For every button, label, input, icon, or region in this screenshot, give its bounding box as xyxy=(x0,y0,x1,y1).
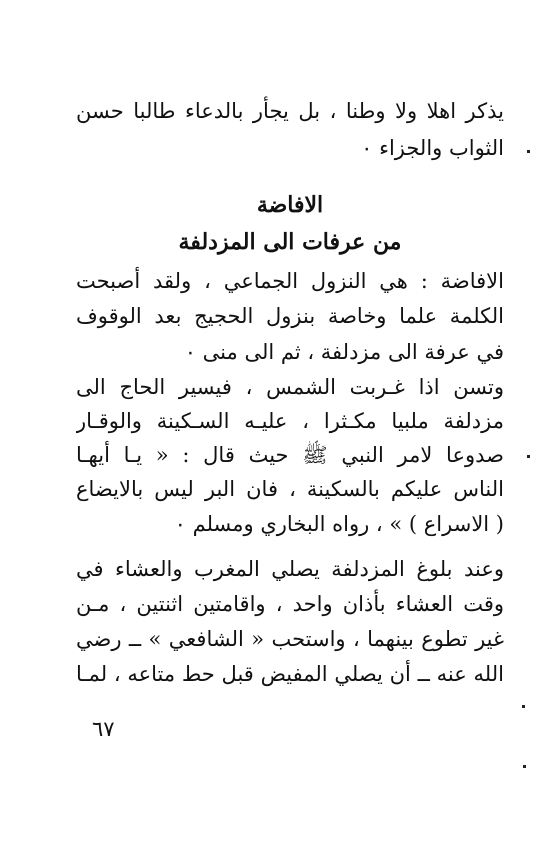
paragraph3-line-1: وعند بلوغ المزدلفة يصلي المغرب والعشاء في xyxy=(76,557,504,581)
paragraph1-line-3: في عرفة الى مزدلفة ، ثم الى منى ٠ xyxy=(184,340,504,364)
section-subtitle: من عرفات الى المزدلفة xyxy=(178,229,402,255)
paragraph1-line-2: الكلمة علما وخاصة بنزول الحجيج بعد الوقوف xyxy=(76,304,504,328)
paragraph2-line-5: ( الاسراع ) » ، رواه البخاري ومسلم ٠ xyxy=(174,512,504,536)
paragraph3-line-2: وقت العشاء بأذان واحد ، واقامتين اثنتين ، مـن xyxy=(76,592,504,616)
margin-mark xyxy=(527,455,530,458)
paragraph3-line-4: الله عنه ــ أن يصلي المفيض قبل حط متاعه ، لمـا xyxy=(76,662,504,686)
margin-mark xyxy=(523,765,526,768)
paragraph2-line-2: مزدلفة ملبيا مكـثرا ، عليـه السـكينة والوقـار xyxy=(76,409,504,433)
margin-mark xyxy=(527,150,530,153)
paragraph2-line-3: صدوعا لامر النبي ﷺ حيث قال : « يـا أيهـا xyxy=(76,443,504,467)
paragraph2-line-4: الناس عليكم بالسكينة ، فان البر ليس بالايضاع xyxy=(76,477,504,501)
paragraph2-line-1: وتسن اذا غـربت الشمس ، فيسير الحاج الى xyxy=(76,375,504,399)
paragraph1-line-1: الافاضة : هي النزول الجماعي ، ولقد أصبحت xyxy=(76,269,504,293)
intro-line-1: يذكر اهلا ولا وطنا ، بل يجأر بالدعاء طالبا حسن xyxy=(76,99,504,123)
margin-mark xyxy=(522,705,525,708)
intro-line-2: الثواب والجزاء ٠ xyxy=(361,136,504,160)
section-title: الافاضة xyxy=(256,192,324,218)
page-number: ٦٧ xyxy=(92,717,115,741)
paragraph3-line-3: غير تطوع بينهما ، واستحب « الشافعي » ــ رضي xyxy=(76,627,504,651)
